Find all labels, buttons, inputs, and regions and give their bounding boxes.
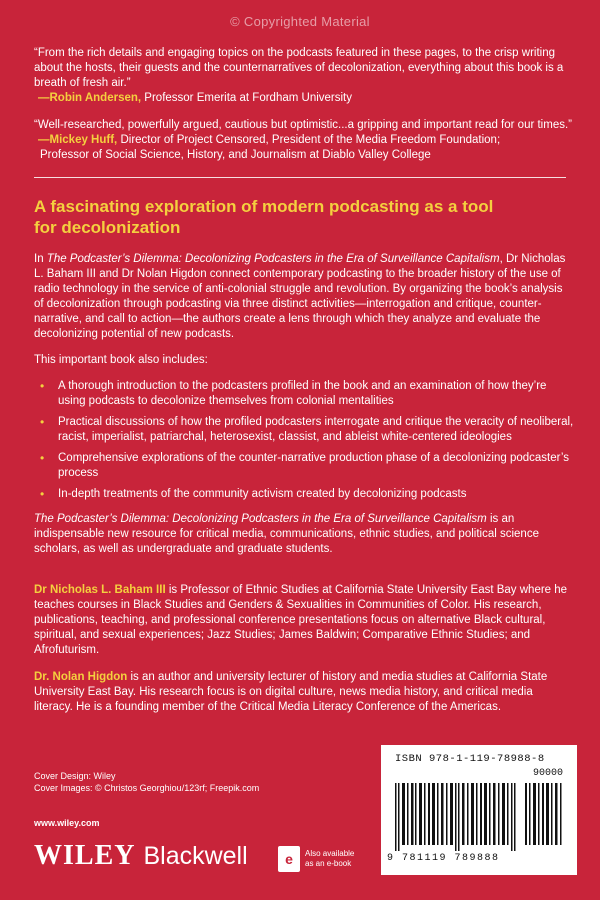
price-addon: 90000	[532, 768, 563, 779]
bullet-icon: •	[40, 415, 45, 429]
list-item	[34, 379, 574, 409]
intro-pre: In	[34, 253, 47, 265]
quote-author: —Robin Andersen,	[38, 92, 142, 104]
publisher-logo	[34, 840, 248, 872]
addon-barcode-bars	[525, 783, 565, 845]
copyright-watermark: © Copyrighted Material	[230, 14, 370, 29]
endorsement-quote-1	[34, 46, 574, 106]
list-item	[34, 487, 574, 502]
ebook-notice	[278, 846, 354, 872]
book-title: The Podcaster’s Dilemma: Decolonizing Podcasters in the Era of Surveillance Capitalism	[46, 253, 500, 265]
quote-role: Professor Emerita at Fordham University	[144, 92, 352, 104]
isbn-number: ISBN 978-1-119-78988-8	[395, 753, 545, 765]
quote-author: —Mickey Huff,	[38, 134, 118, 146]
author-name: Dr Nicholas L. Baham III	[34, 584, 166, 596]
divider	[34, 177, 566, 178]
ebook-line-1: Also available	[305, 849, 355, 858]
headline: A fascinating exploration of modern podcasting as a tool for decolonization	[34, 197, 494, 237]
ebook-icon: e	[278, 846, 300, 872]
endorsement-quote-2	[34, 118, 574, 163]
author-bio-1	[34, 583, 574, 658]
quote-text: “From the rich details and engaging topics on the podcasts featured in these pages, to the crisp writing about the hosts, their guests and the counternarratives of decolonization, everything about this book is a breath of fresh air.”	[34, 47, 564, 89]
includes-label: This important book also includes:	[34, 354, 208, 366]
blackwell-imprint: Blackwell	[143, 841, 248, 870]
cover-credits	[34, 770, 259, 794]
cover-design-credit: Cover Design: Wiley	[34, 771, 116, 781]
ebook-text	[305, 849, 354, 869]
back-cover-content	[34, 46, 574, 727]
intro-paragraph	[34, 252, 574, 342]
list-item	[34, 451, 574, 481]
quote-text: “Well-researched, powerfully argued, cautious but optimistic...a gripping and important read for our times.”	[34, 119, 572, 131]
quote-attribution	[34, 91, 574, 106]
list-item-text: A thorough introduction to the podcasters profiled in the book and an examination of how they’re using podcasts to decolonize themselves from colonial mentalities	[58, 380, 547, 407]
quote-attribution	[34, 133, 574, 148]
bullet-icon: •	[40, 451, 45, 465]
book-title: The Podcaster’s Dilemma: Decolonizing Podcasters in the Era of Surveillance Capitalism	[34, 513, 487, 525]
quote-role: Director of Project Censored, President of the Media Freedom Foundation;	[120, 134, 501, 146]
author-bio-text: is an author and university lecturer of history and media studies at California State University East Bay. His research focus is on digital culture, news media history, and critical media literacy. He is a founding member of the Critical Media Literacy Conference of the Americas.	[34, 671, 548, 713]
author-name: Dr. Nolan Higdon	[34, 671, 128, 683]
quote-role-continued: Professor of Social Science, History, and Journalism at Diablo Valley College	[40, 149, 431, 161]
cover-images-credit: Cover Images: © Christos Georghiou/123rf; Freepik.com	[34, 783, 260, 793]
publisher-website: www.wiley.com	[34, 818, 100, 828]
intro-body: , Dr Nicholas L. Baham III and Dr Nolan Higdon connect contemporary podcasting to the broader history of the use of radio technology in the service of anti-colonial struggle and revolution. By organizing the book’s analysis of decolonization through podcasting via three distinct activities—interrogation and critique, counter-narrative, and call to action—the authors create a lens through which they analyze and evaluate the decolonizing potential of new podcasts.	[34, 253, 566, 340]
feature-list	[34, 379, 574, 502]
barcode-digits: 9 781119 789888	[387, 853, 500, 864]
wiley-logo: WILEY	[34, 840, 136, 871]
author-bio-2	[34, 670, 574, 715]
bullet-icon: •	[40, 487, 45, 501]
author-bio-text: is Professor of Ethnic Studies at California State University East Bay where he teaches courses in Black Studies and Genders & Sexualities in Communities of Color. His research, publications, teaching, and professional conference presentations focus on alternative Black cultural, spiritual, and sexual experiences; Jazz Studies; James Baldwin; Comparative Ethnic Studies; and Afrofuturism.	[34, 584, 568, 656]
barcode-bars	[395, 783, 519, 851]
bullet-icon: •	[40, 379, 45, 393]
ebook-line-2: as an e-book	[305, 859, 352, 868]
list-item-text: Practical discussions of how the profiled podcasters interrogate and critique the veracity of neoliberal, racist, imperialist, patriarchal, heterosexist, classist, and ableist white-centered ideologies	[58, 416, 574, 443]
list-item-text: In-depth treatments of the community activism created by decolonizing podcasts	[58, 488, 467, 500]
list-item	[34, 415, 574, 445]
closing-paragraph	[34, 512, 574, 557]
isbn-barcode	[381, 745, 577, 875]
list-item-text: Comprehensive explorations of the counter-narrative production phase of a decolonizing podcaster’s process	[58, 452, 569, 479]
closing-body: is an indispensable new resource for critical media, communications, ethnic studies, and political science scholars, as well as undergraduate and graduate students.	[34, 513, 539, 555]
